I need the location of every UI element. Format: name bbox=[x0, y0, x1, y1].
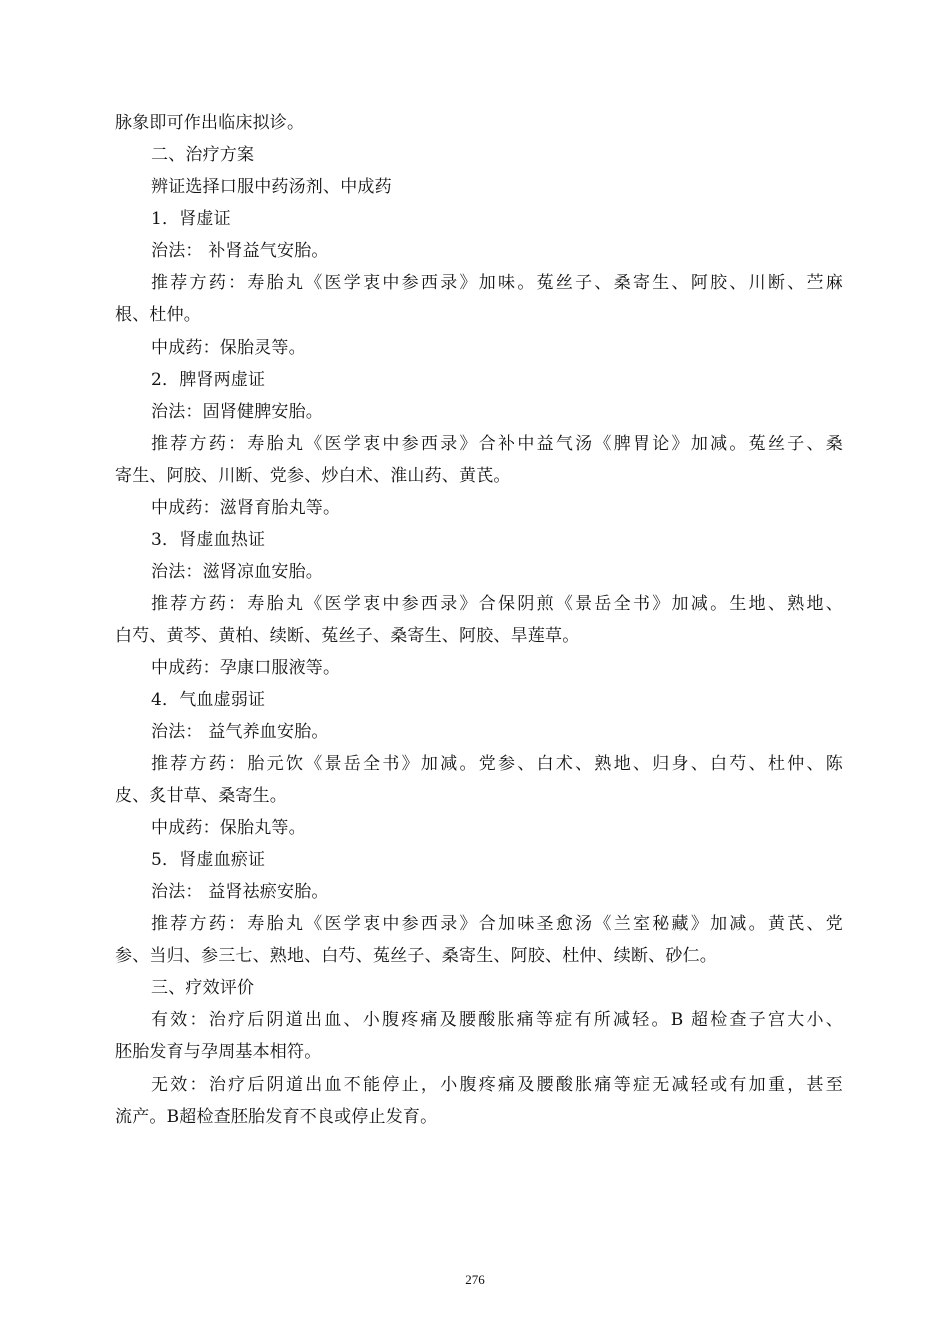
text-line: 中成药：孕康口服液等。 bbox=[151, 658, 341, 678]
text-line: 流产。B超检查胚胎发育不良或停止发育。 bbox=[115, 1107, 438, 1127]
text-line: 中成药：保胎丸等。 bbox=[151, 818, 306, 838]
section-heading-evaluation: 三、疗效评价 bbox=[151, 978, 255, 998]
text-line: 根、杜仲。 bbox=[115, 305, 201, 325]
text-line: 推荐方药：寿胎丸《医学衷中参西录》合加味圣愈汤《兰室秘藏》加减。黄芪、党 bbox=[151, 914, 843, 934]
subheading-syndrome-4: 4．气血虚弱证 bbox=[151, 690, 266, 710]
text-line: 治法：滋肾凉血安胎。 bbox=[151, 562, 323, 582]
text-line: 治法： 益气养血安胎。 bbox=[151, 722, 329, 742]
text-line: 脉象即可作出临床拟诊。 bbox=[115, 113, 305, 133]
subheading-syndrome-1: 1．肾虚证 bbox=[151, 209, 231, 229]
subheading-syndrome-5: 5．肾虚血瘀证 bbox=[151, 850, 266, 870]
text-line: 推荐方药：胎元饮《景岳全书》加减。党参、白术、熟地、归身、白芍、杜仲、陈 bbox=[151, 754, 843, 774]
subheading-syndrome-3: 3．肾虚血热证 bbox=[151, 530, 266, 550]
text-line: 辨证选择口服中药汤剂、中成药 bbox=[151, 177, 392, 197]
text-line: 推荐方药：寿胎丸《医学衷中参西录》合保阴煎《景岳全书》加减。生地、熟地、 bbox=[151, 594, 843, 614]
text-line: 中成药：保胎灵等。 bbox=[151, 338, 306, 358]
text-line: 治法：固肾健脾安胎。 bbox=[151, 402, 323, 422]
text-line: 胚胎发育与孕周基本相符。 bbox=[115, 1042, 322, 1062]
text-line: 参、当归、参三七、熟地、白芍、菟丝子、桑寄生、阿胶、杜仲、续断、砂仁。 bbox=[115, 946, 717, 966]
text-line: 无效：治疗后阴道出血不能停止，小腹疼痛及腰酸胀痛等症无减轻或有加重，甚至 bbox=[151, 1075, 843, 1095]
text-line: 皮、炙甘草、桑寄生。 bbox=[115, 786, 287, 806]
text-line: 治法： 补肾益气安胎。 bbox=[151, 241, 329, 261]
subheading-syndrome-2: 2．脾肾两虚证 bbox=[151, 370, 266, 390]
section-heading-treatment: 二、治疗方案 bbox=[151, 145, 255, 165]
text-line: 有效：治疗后阴道出血、小腹疼痛及腰酸胀痛等症有所减轻。B 超检查子宫大小、 bbox=[151, 1010, 843, 1030]
text-line: 白芍、黄芩、黄柏、续断、菟丝子、桑寄生、阿胶、旱莲草。 bbox=[115, 626, 580, 646]
text-line: 治法： 益肾祛瘀安胎。 bbox=[151, 882, 329, 902]
text-line: 推荐方药：寿胎丸《医学衷中参西录》合补中益气汤《脾胃论》加减。菟丝子、桑 bbox=[151, 434, 843, 454]
text-line: 中成药：滋肾育胎丸等。 bbox=[151, 498, 341, 518]
page-number: 276 bbox=[465, 1272, 485, 1287]
text-line: 推荐方药：寿胎丸《医学衷中参西录》加味。菟丝子、桑寄生、阿胶、川断、苎麻 bbox=[151, 273, 843, 293]
text-line: 寄生、阿胶、川断、党参、炒白术、淮山药、黄芪。 bbox=[115, 466, 511, 486]
